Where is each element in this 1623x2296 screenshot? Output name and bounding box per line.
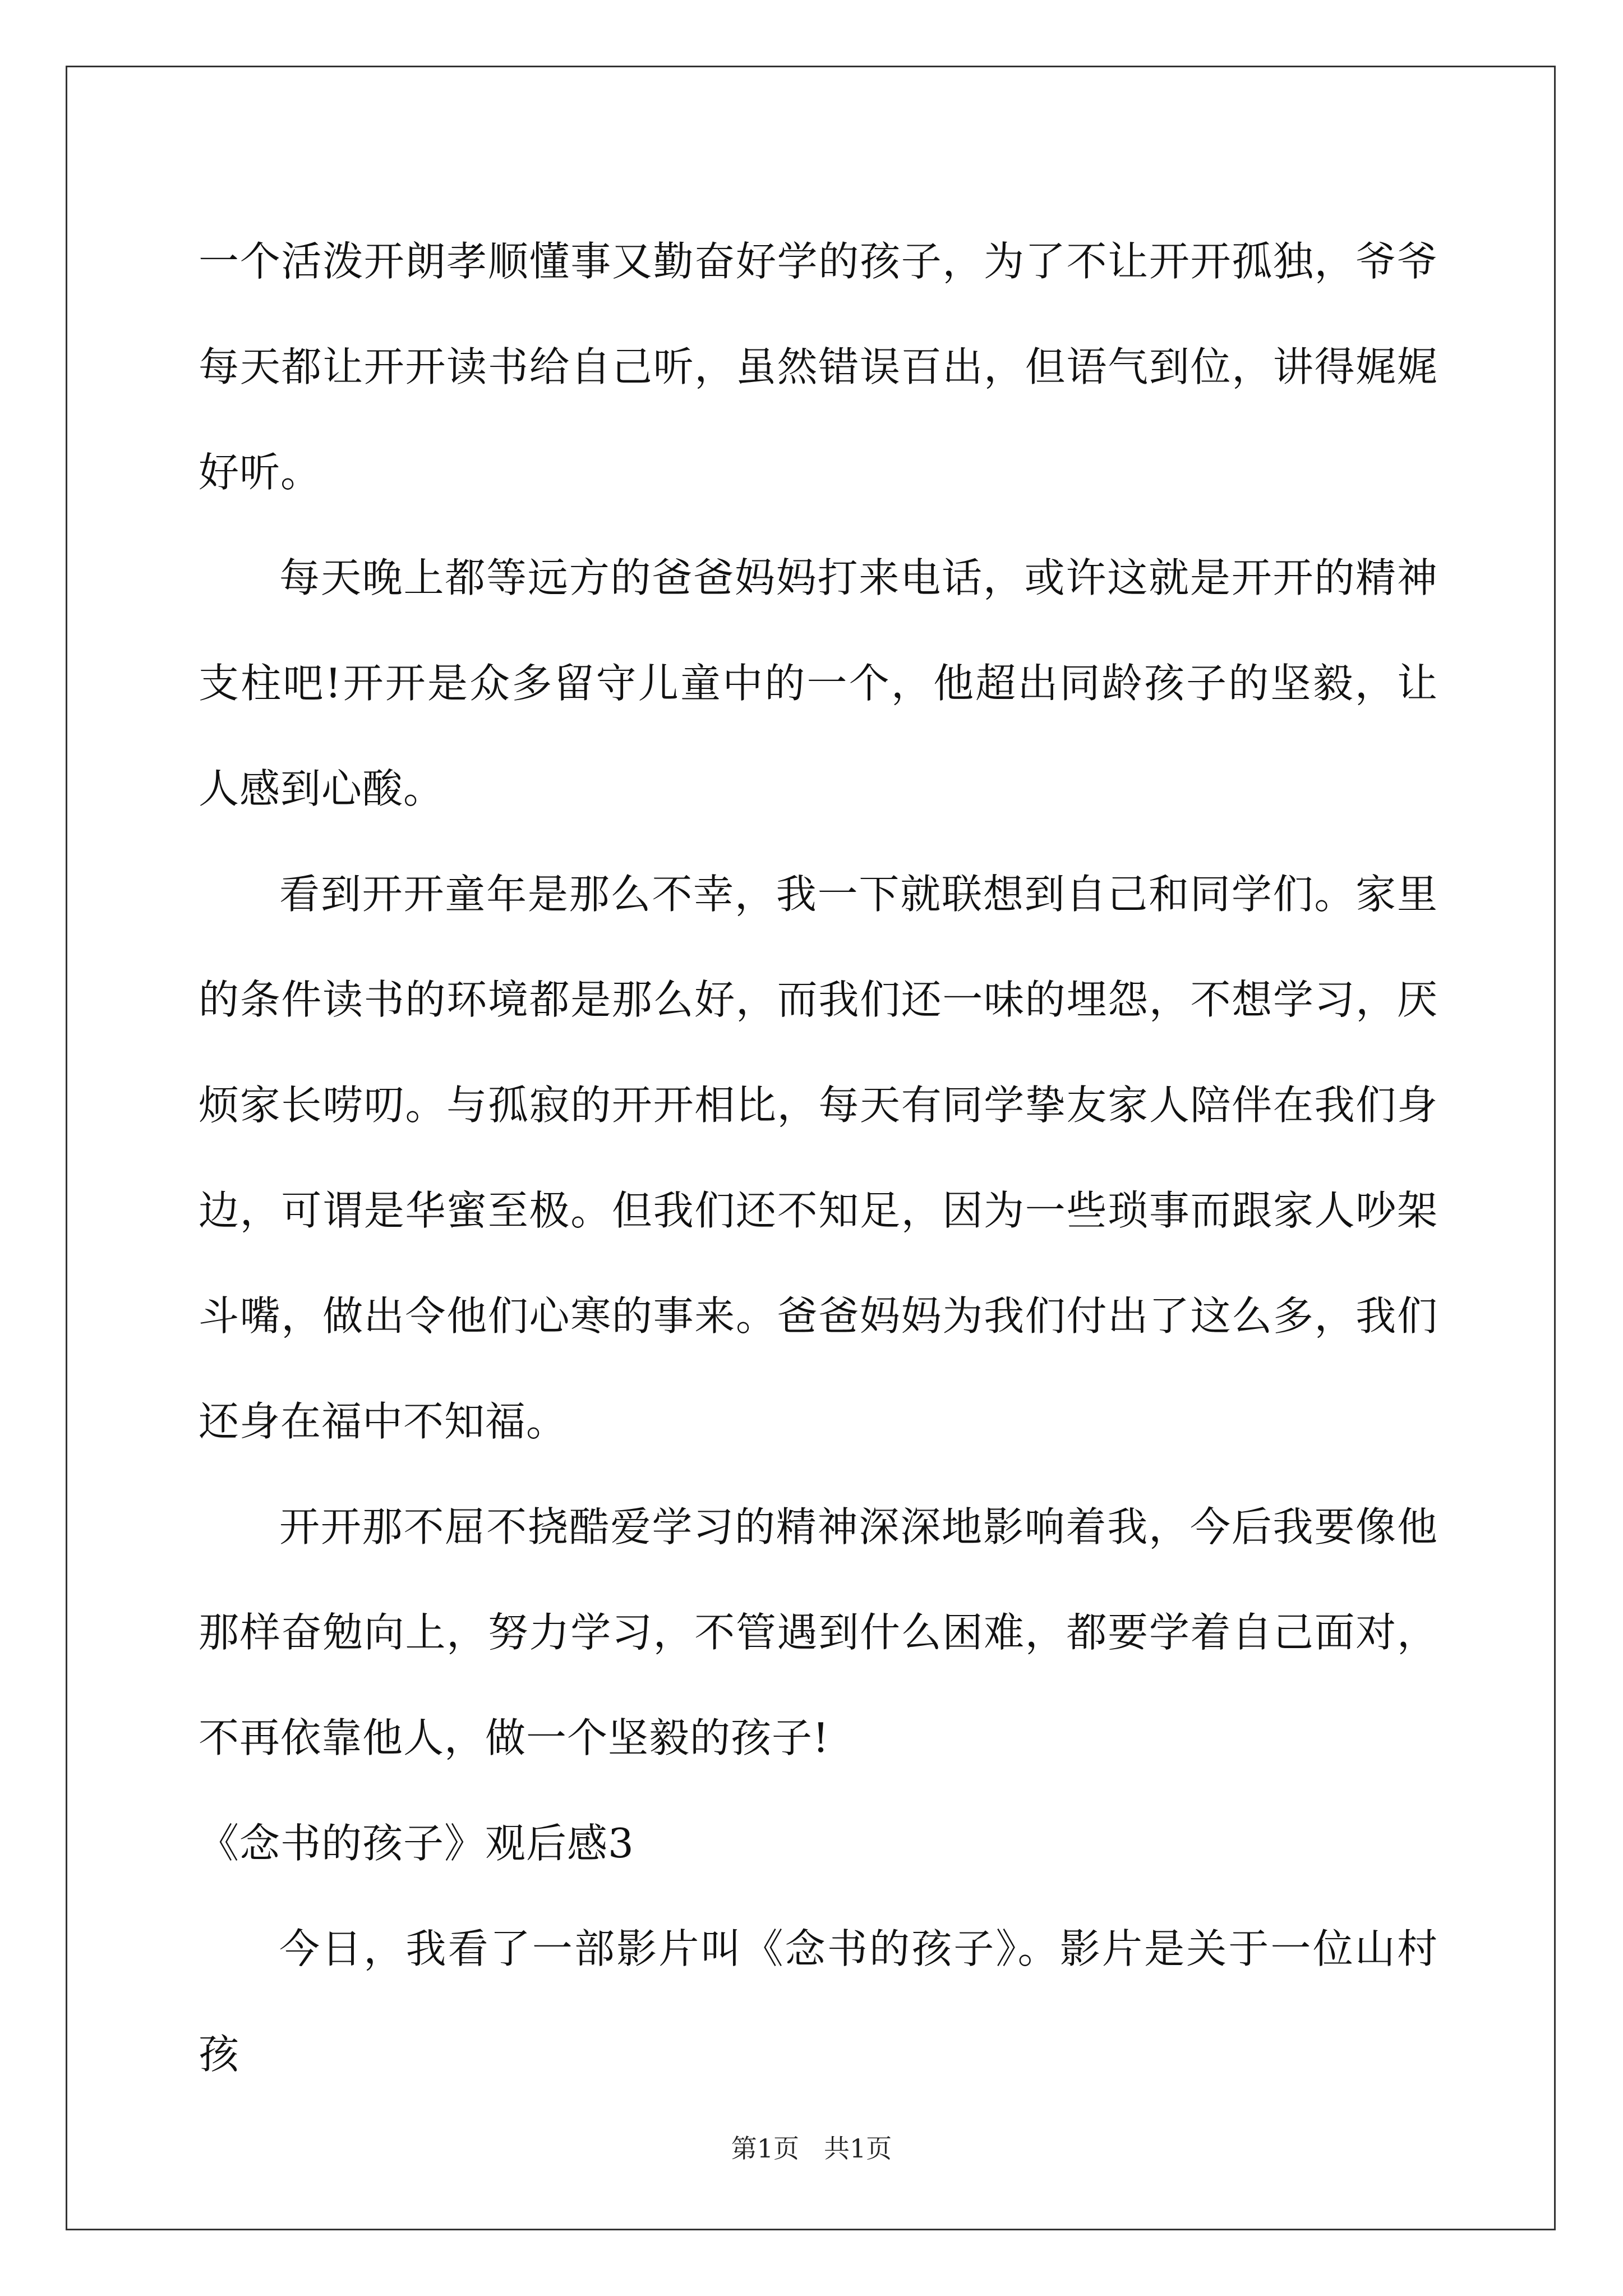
paragraph-5: 今日，我看了一部影片叫《念书的孩子》。影片是关于一位山村孩 <box>199 1925 1438 2078</box>
page-footer <box>0 2132 1623 2165</box>
section-heading: 《念书的孩子》观后感3 <box>199 1820 634 1867</box>
paragraph-1: 一个活泼开朗孝顺懂事又勤奋好学的孩子，为了不让开开孤独，爷爷每天都让开开读书给自己听，虽然错误百出，但语气到位，讲得娓娓好听。 <box>199 238 1438 496</box>
page-total: 共1页 <box>823 2133 892 2164</box>
document-body <box>199 209 1438 2107</box>
paragraph-2: 每天晚上都等远方的爸爸妈妈打来电话，或许这就是开开的精神支柱吧!开开是众多留守儿童中的一个，他超出同龄孩子的坚毅，让人感到心酸。 <box>199 554 1438 812</box>
page-number: 第1页 <box>731 2133 800 2164</box>
paragraph-4: 开开那不屈不挠酷爱学习的精神深深地影响着我，今后我要像他那样奋勉向上，努力学习，不管遇到什么困难，都要学着自己面对，不再依靠他人，做一个坚毅的孩子! <box>199 1503 1438 1761</box>
paragraph-3: 看到开开童年是那么不幸，我一下就联想到自己和同学们。家里的条件读书的环境都是那么好，而我们还一味的埋怨，不想学习，厌烦家长唠叨。与孤寂的开开相比，每天有同学挚友家人陪伴在我们身边，可谓是华蜜至极。但我们还不知足，因为一些琐事而跟家人吵架斗嘴，做出令他们心寒的事来。爸爸妈妈为我们付出了这么多，我们还身在福中不知福。 <box>199 871 1438 1445</box>
